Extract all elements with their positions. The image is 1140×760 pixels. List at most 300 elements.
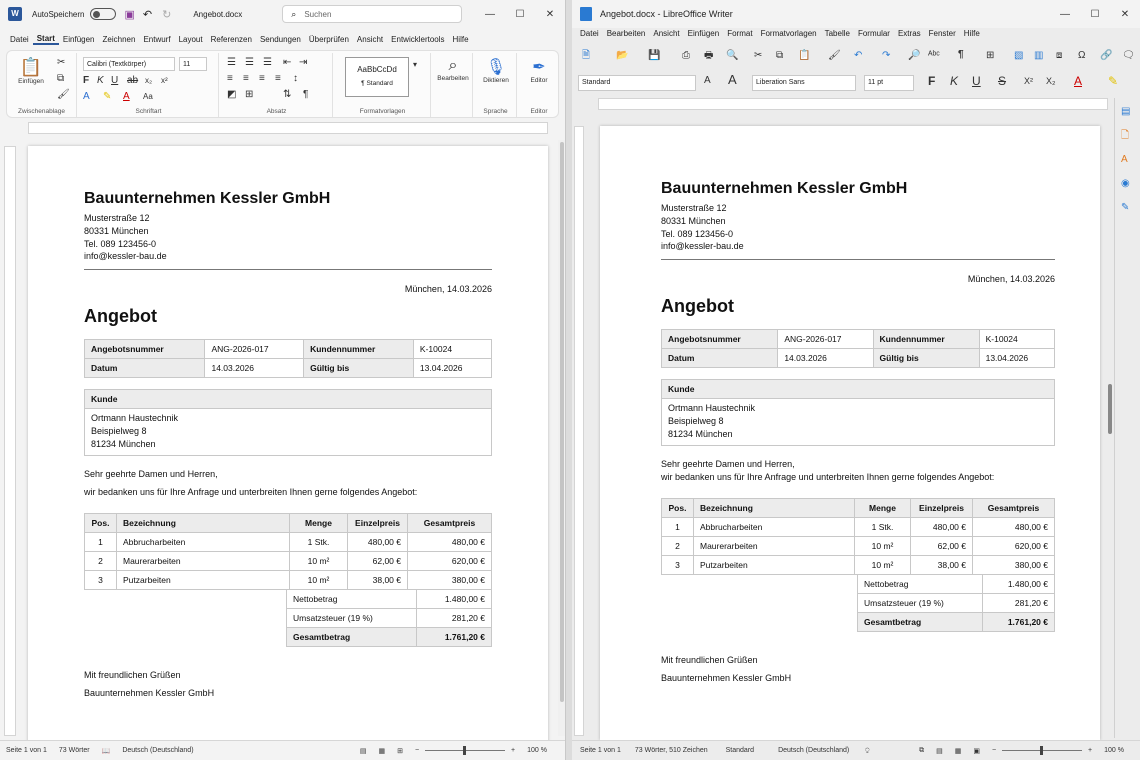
table-cell: Kundennummer xyxy=(873,330,979,349)
show-formatting-icon[interactable]: ¶ xyxy=(303,89,309,100)
font-group xyxy=(79,53,219,117)
lo-vertical-ruler[interactable] xyxy=(574,126,584,736)
search-icon: ⌕ xyxy=(291,8,297,19)
writer-app-icon xyxy=(580,7,592,21)
editor-pen-icon: ✒ xyxy=(532,59,546,76)
update-style-icon[interactable]: A xyxy=(704,75,711,86)
table-cell: Angebotsnummer xyxy=(662,330,778,349)
page-style[interactable]: Standard xyxy=(725,747,755,754)
menu-fenster[interactable]: Fenster xyxy=(928,28,956,38)
table-cell: 10 m² xyxy=(855,556,911,575)
menu-formatvorlagen[interactable]: Formatvorlagen xyxy=(760,28,817,38)
book-view-icon[interactable]: ▣ xyxy=(973,747,980,755)
table-cell: Umsatzsteuer (19 %) xyxy=(287,609,417,628)
menu-bearbeiten[interactable]: Bearbeiten xyxy=(606,28,646,38)
maximize-icon[interactable]: ☐ xyxy=(1090,8,1100,20)
multilevel-list-icon[interactable]: ☰ xyxy=(263,57,272,68)
table-cell: 380,00 € xyxy=(973,556,1055,575)
table-row xyxy=(858,613,1055,632)
table-row xyxy=(662,330,1055,349)
copy-icon[interactable]: ⧉ xyxy=(776,50,784,61)
edit-label: Bearbeiten xyxy=(437,75,469,82)
table-cell: 2 xyxy=(85,552,117,571)
tab-einfuegen[interactable]: Einfügen xyxy=(62,34,95,44)
company-street: Musterstraße 12 xyxy=(84,213,150,223)
page-icon[interactable]: 🗋 xyxy=(1121,130,1130,141)
redo-icon[interactable]: ↷ xyxy=(882,50,891,61)
lo-menubar xyxy=(572,24,1140,42)
lo-document-body[interactable] xyxy=(661,180,1055,685)
highlight-icon[interactable]: ✎ xyxy=(1108,74,1119,88)
document-title: Angebot xyxy=(84,306,157,327)
table-cell: ANG-2026-017 xyxy=(205,340,304,359)
offer-meta-table xyxy=(84,339,492,378)
language[interactable]: Deutsch (Deutschland) xyxy=(778,747,850,754)
redo-icon[interactable]: ↻ xyxy=(162,8,172,21)
table-cell xyxy=(85,409,492,455)
menu-ansicht[interactable]: Ansicht xyxy=(653,28,680,38)
clipboard-group xyxy=(7,53,77,117)
lo-standard-toolbar xyxy=(572,44,1140,70)
menu-format[interactable]: Format xyxy=(727,28,753,38)
company-name: Bauunternehmen Kessler GmbH xyxy=(661,180,908,197)
editor-button[interactable] xyxy=(519,57,559,84)
table-header: Menge xyxy=(290,514,348,533)
menu-hilfe[interactable]: Hilfe xyxy=(963,28,980,38)
table-cell: 620,00 € xyxy=(408,552,492,571)
table-header: Bezeichnung xyxy=(694,499,855,518)
lo-formatting-toolbar xyxy=(572,72,1140,96)
save-icon[interactable]: 💾 xyxy=(648,50,661,61)
table-row xyxy=(85,340,492,359)
clipboard-group-label: Zwischenablage xyxy=(18,108,65,115)
customer-street: Beispielweg 8 xyxy=(668,415,724,426)
menu-formular[interactable]: Formular xyxy=(857,28,890,38)
company-city: 80331 München xyxy=(84,225,149,236)
table-cell: Kunde xyxy=(662,380,1055,399)
export-pdf-icon[interactable]: ⎙ xyxy=(682,50,690,61)
lo-statusbar xyxy=(572,740,1140,760)
customer-street: Beispielweg 8 xyxy=(91,425,147,436)
table-header: Gesamtpreis xyxy=(973,499,1055,518)
table-cell: 10 m² xyxy=(290,552,348,571)
zoom-slider[interactable] xyxy=(1002,750,1082,751)
table-cell: 2 xyxy=(662,537,694,556)
table-row xyxy=(85,409,492,455)
italic-icon[interactable]: K xyxy=(950,74,959,88)
word-window xyxy=(0,0,566,760)
superscript-icon[interactable]: X² xyxy=(1024,76,1033,86)
tab-sendungen[interactable]: Sendungen xyxy=(259,34,301,44)
underline-icon[interactable]: U xyxy=(972,74,981,88)
zoom-out-icon[interactable]: − xyxy=(991,747,997,754)
print-preview-icon[interactable]: 🔍 xyxy=(726,50,739,61)
paragraph-group xyxy=(221,53,333,117)
autosave-label: AutoSpeichern xyxy=(32,9,85,19)
word-window-controls xyxy=(475,0,565,28)
paragraph-group-label: Absatz xyxy=(266,108,287,115)
font-name-field[interactable]: Liberation Sans xyxy=(752,75,856,91)
table-row xyxy=(858,575,1055,594)
font-size-field[interactable]: 11 xyxy=(179,57,207,71)
cut-icon[interactable]: ✂ xyxy=(57,57,66,68)
font-color-icon[interactable]: A xyxy=(1074,74,1083,88)
subscript-icon[interactable]: x₂ xyxy=(145,76,153,85)
table-header: Bezeichnung xyxy=(117,514,290,533)
company-phone: Tel. 089 123456-0 xyxy=(661,228,734,239)
word-app-icon: W xyxy=(8,7,22,21)
table-cell: 1 xyxy=(662,518,694,537)
shading-icon[interactable]: ◩ xyxy=(227,89,237,100)
document-date: München, 14.03.2026 xyxy=(967,274,1055,285)
new-style-icon[interactable]: A xyxy=(728,72,737,87)
style-standard-tile[interactable] xyxy=(345,57,409,97)
font-color-icon[interactable]: A xyxy=(123,91,130,102)
document-title: Angebot xyxy=(661,296,734,317)
insert-textbox-icon[interactable]: ⧈ xyxy=(1056,50,1063,61)
autosave-toggle[interactable] xyxy=(90,8,116,20)
font-group-label: Schriftart xyxy=(135,108,162,115)
paste-label: Einfügen xyxy=(18,78,44,85)
word-count[interactable]: 73 Wörter xyxy=(58,747,90,754)
spelling-icon[interactable]: ᴬᵇᶜ xyxy=(928,50,940,61)
table-cell: Maurerarbeiten xyxy=(117,552,290,571)
tab-entwicklertools[interactable]: Entwicklertools xyxy=(391,34,445,44)
customer-name: Ortmann Haustechnik xyxy=(668,403,756,414)
customer-city: 81234 München xyxy=(91,438,156,449)
word-vertical-scrollbar[interactable] xyxy=(558,140,566,736)
intro-text: wir bedanken uns für Ihre Anfrage und unterbreiten Ihnen gerne folgendes Angebot: xyxy=(84,487,418,498)
word-statusbar xyxy=(0,740,565,760)
styles-group-label: Formatvorlagen xyxy=(359,108,406,115)
table-cell: K-10024 xyxy=(413,340,491,359)
table-cell: Nettobetrag xyxy=(287,590,417,609)
table-cell: 1 xyxy=(85,533,117,552)
decrease-indent-icon[interactable]: ⇤ xyxy=(283,57,292,68)
maximize-icon[interactable]: ☐ xyxy=(515,8,525,20)
table-cell: Gültig bis xyxy=(873,349,979,368)
insert-special-char-icon[interactable]: Ω xyxy=(1078,50,1086,61)
table-header: Pos. xyxy=(662,499,694,518)
table-cell: 281,20 € xyxy=(983,594,1055,613)
highlight-icon[interactable]: ✎ xyxy=(103,91,112,102)
undo-icon[interactable]: ↶ xyxy=(854,50,863,61)
editing-group xyxy=(433,53,473,117)
language[interactable]: Deutsch (Deutschland) xyxy=(122,747,194,754)
page-count[interactable]: Seite 1 von 1 xyxy=(6,747,47,754)
table-cell: 38,00 € xyxy=(348,571,408,590)
microphone-icon: 🎙 xyxy=(485,59,507,76)
cut-icon[interactable]: ✂ xyxy=(754,50,763,61)
word-document-body[interactable] xyxy=(84,190,492,700)
table-cell: K-10024 xyxy=(979,330,1054,349)
table-cell: 10 m² xyxy=(290,571,348,590)
styles-group xyxy=(335,53,431,117)
table-row xyxy=(662,556,1055,575)
editor-label: Editor xyxy=(530,77,548,84)
table-cell: Datum xyxy=(85,359,205,378)
table-cell: Gültig bis xyxy=(304,359,414,378)
tab-ueberpruefen[interactable]: Überprüfen xyxy=(308,34,349,44)
lo-window-title: Angebot.docx - LibreOffice Writer xyxy=(600,9,733,19)
lo-horizontal-ruler[interactable] xyxy=(598,98,1108,110)
tab-hilfe[interactable]: Hilfe xyxy=(452,34,469,44)
table-cell: 281,20 € xyxy=(417,609,492,628)
table-cell: 62,00 € xyxy=(911,537,973,556)
table-cell: 10 m² xyxy=(855,537,911,556)
font-name-field[interactable]: Calibri (Textkörper) xyxy=(83,57,175,71)
style-name: ¶ Standard xyxy=(361,80,393,87)
editor-group-label: Editor xyxy=(530,108,548,115)
insert-table-icon[interactable]: ⊞ xyxy=(986,50,995,61)
company-name: Bauunternehmen Kessler GmbH xyxy=(84,190,331,207)
navigator-icon[interactable]: ✎ xyxy=(1121,202,1130,213)
table-cell: 1 Stk. xyxy=(290,533,348,552)
table-cell: Angebotsnummer xyxy=(85,340,205,359)
web-layout-icon[interactable]: ⊞ xyxy=(397,747,403,755)
minimize-icon[interactable]: — xyxy=(1060,8,1070,20)
close-icon[interactable]: ✕ xyxy=(545,8,555,20)
header-divider xyxy=(661,259,1055,260)
salutation: Sehr geehrte Damen und Herren, xyxy=(84,468,218,479)
table-cell: 14.03.2026 xyxy=(205,359,304,378)
word-search-box[interactable] xyxy=(282,5,462,23)
view-layout-icon[interactable]: ⧉ xyxy=(919,746,925,754)
totals-table xyxy=(857,574,1055,632)
format-painter-icon[interactable]: 🖌 xyxy=(57,89,70,100)
subscript-icon[interactable]: X₂ xyxy=(1046,76,1056,86)
table-header: Einzelpreis xyxy=(911,499,973,518)
dictate-button[interactable] xyxy=(475,57,517,84)
table-row xyxy=(85,571,492,590)
magnifier-icon: ⌕ xyxy=(448,57,458,74)
justify-icon[interactable]: ≡ xyxy=(275,73,281,84)
word-titlebar xyxy=(0,0,565,28)
open-icon[interactable]: 📂 xyxy=(616,50,629,61)
menu-tabelle[interactable]: Tabelle xyxy=(824,28,850,38)
bold-icon[interactable]: F xyxy=(928,74,936,88)
bullet-list-icon[interactable]: ☰ xyxy=(227,57,236,68)
align-center-icon[interactable]: ≡ xyxy=(243,73,249,84)
table-row xyxy=(662,518,1055,537)
intro-text: wir bedanken uns für Ihre Anfrage und unterbreiten Ihnen gerne folgendes Angebot: xyxy=(661,472,995,483)
insert-image-icon[interactable]: ▧ xyxy=(1014,50,1024,61)
styles-icon[interactable]: A xyxy=(1121,154,1128,165)
paragraph-style-field[interactable]: Standard xyxy=(578,75,696,91)
table-cell: Umsatzsteuer (19 %) xyxy=(858,594,983,613)
new-document-icon[interactable]: 🗎 xyxy=(582,50,591,61)
table-header: Gesamtpreis xyxy=(408,514,492,533)
table-cell: 380,00 € xyxy=(408,571,492,590)
zoom-in-icon[interactable]: + xyxy=(511,747,516,754)
table-cell: 1.761,20 € xyxy=(417,628,492,647)
table-cell: Abbrucharbeiten xyxy=(694,518,855,537)
table-cell: 1 Stk. xyxy=(855,518,911,537)
borders-icon[interactable]: ⊞ xyxy=(245,89,254,100)
offer-meta-table xyxy=(661,329,1055,368)
word-vertical-ruler[interactable] xyxy=(4,146,16,736)
zoom-slider[interactable] xyxy=(425,750,505,751)
superscript-icon[interactable]: x² xyxy=(161,76,168,85)
table-row xyxy=(662,380,1055,399)
table-cell: Putzarbeiten xyxy=(694,556,855,575)
customer-city: 81234 München xyxy=(668,428,733,439)
gallery-icon[interactable]: ◉ xyxy=(1121,178,1130,189)
word-page[interactable] xyxy=(28,146,548,746)
menu-extras[interactable]: Extras xyxy=(897,28,921,38)
company-street: Musterstraße 12 xyxy=(661,203,727,213)
company-phone: Tel. 089 123456-0 xyxy=(84,238,157,249)
closing: Mit freundlichen Grüßen xyxy=(84,670,181,681)
menu-datei[interactable]: Datei xyxy=(580,28,599,38)
table-cell: 13.04.2026 xyxy=(979,349,1054,368)
table-row xyxy=(858,594,1055,613)
align-right-icon[interactable]: ≡ xyxy=(259,73,265,84)
formatting-marks-icon[interactable]: ¶ xyxy=(958,49,964,60)
text-effects-icon[interactable]: A xyxy=(83,91,90,102)
undo-icon[interactable]: ↶ xyxy=(142,8,153,21)
align-left-icon[interactable]: ≡ xyxy=(227,73,233,84)
table-cell: 620,00 € xyxy=(973,537,1055,556)
numbered-list-icon[interactable]: ☰ xyxy=(245,57,254,68)
table-header: Einzelpreis xyxy=(348,514,408,533)
table-cell: Nettobetrag xyxy=(858,575,983,594)
tab-entwurf[interactable]: Entwurf xyxy=(143,34,171,44)
table-row xyxy=(85,514,492,533)
libreoffice-window xyxy=(572,0,1140,760)
table-cell: Gesamtbetrag xyxy=(287,628,417,647)
table-cell: 1.480,00 € xyxy=(983,575,1055,594)
word-ribbon xyxy=(6,50,559,118)
bold-icon[interactable]: F xyxy=(83,75,90,86)
minimize-icon[interactable]: — xyxy=(485,8,495,20)
table-row xyxy=(662,537,1055,556)
table-row xyxy=(662,399,1055,445)
table-cell: Maurerarbeiten xyxy=(694,537,855,556)
salutation: Sehr geehrte Damen und Herren, xyxy=(661,458,795,469)
word-char-count[interactable]: 73 Wörter, 510 Zeichen xyxy=(634,747,708,754)
properties-icon[interactable]: ▤ xyxy=(1121,106,1131,117)
table-cell xyxy=(662,399,1055,445)
tab-layout[interactable]: Layout xyxy=(178,34,203,44)
tab-ansicht[interactable]: Ansicht xyxy=(356,34,384,44)
table-cell: 1.761,20 € xyxy=(983,613,1055,632)
menu-einfuegen[interactable]: Einfügen xyxy=(687,28,720,38)
style-sample-text: AaBbCcDd xyxy=(357,65,397,74)
tab-referenzen[interactable]: Referenzen xyxy=(210,34,252,44)
tab-datei[interactable]: Datei xyxy=(10,34,29,44)
save-icon[interactable]: ▣ xyxy=(124,8,135,21)
table-cell: 3 xyxy=(662,556,694,575)
strikethrough-icon[interactable]: S xyxy=(998,74,1007,88)
items-table xyxy=(84,513,492,590)
multi-page-view-icon[interactable]: ▦ xyxy=(954,747,962,755)
zoom-level[interactable]: 100 % xyxy=(527,747,547,754)
insert-hyperlink-icon[interactable]: 🔗 xyxy=(1100,50,1113,61)
single-page-view-icon[interactable]: ▤ xyxy=(936,747,943,755)
proofing-icon[interactable]: 📖 xyxy=(101,747,111,755)
print-layout-icon[interactable]: ▦ xyxy=(378,747,386,755)
table-cell: Gesamtbetrag xyxy=(858,613,983,632)
table-cell: 480,00 € xyxy=(911,518,973,537)
table-cell: 3 xyxy=(85,571,117,590)
table-row xyxy=(85,552,492,571)
items-table xyxy=(661,498,1055,575)
lo-sidebar xyxy=(1114,98,1140,738)
paste-button[interactable] xyxy=(11,57,51,85)
zoom-out-icon[interactable]: − xyxy=(414,747,420,754)
table-row xyxy=(287,590,492,609)
styles-more-icon[interactable]: ▾ xyxy=(413,60,418,69)
company-email: info@kessler-bau.de xyxy=(661,241,744,252)
close-icon[interactable]: ✕ xyxy=(1120,8,1130,20)
table-cell: 62,00 € xyxy=(348,552,408,571)
table-cell: 480,00 € xyxy=(348,533,408,552)
sort-icon[interactable]: ⇅ xyxy=(283,89,292,100)
table-cell: Kunde xyxy=(85,390,492,409)
tab-start[interactable]: Start xyxy=(33,34,59,45)
company-city: 80331 München xyxy=(661,215,726,226)
closing: Mit freundlichen Grüßen xyxy=(661,655,758,666)
signature-status-icon: ⍜ xyxy=(865,746,870,754)
tab-zeichnen[interactable]: Zeichnen xyxy=(102,34,136,44)
table-row xyxy=(85,390,492,409)
font-grow-icon[interactable]: Aa xyxy=(143,92,153,101)
italic-icon[interactable]: K xyxy=(97,75,104,86)
table-row xyxy=(662,499,1055,518)
table-header: Menge xyxy=(855,499,911,518)
insert-comment-icon[interactable]: 🗨 xyxy=(1122,50,1135,61)
read-mode-icon[interactable]: ▤ xyxy=(359,747,367,755)
paste-icon[interactable]: 📋 xyxy=(798,50,811,61)
line-spacing-icon[interactable]: ↕ xyxy=(293,73,298,84)
copy-icon[interactable]: ⧉ xyxy=(57,73,65,84)
lo-page[interactable] xyxy=(600,126,1100,740)
word-horizontal-ruler[interactable] xyxy=(28,122,548,134)
speech-group xyxy=(475,53,517,117)
zoom-level[interactable]: 100 % xyxy=(1104,747,1124,754)
strikethrough-icon[interactable]: ab xyxy=(127,75,139,86)
page-count[interactable]: Seite 1 von 1 xyxy=(580,747,621,754)
edit-button[interactable] xyxy=(433,57,473,82)
zoom-in-icon[interactable]: + xyxy=(1088,747,1093,754)
table-row xyxy=(287,609,492,628)
table-cell: Abbrucharbeiten xyxy=(117,533,290,552)
find-replace-icon[interactable]: 🔎 xyxy=(908,50,921,61)
totals-table xyxy=(286,589,492,647)
editor-group xyxy=(519,53,559,117)
font-size-field[interactable]: 11 pt xyxy=(864,75,914,91)
table-cell: Putzarbeiten xyxy=(117,571,290,590)
table-row xyxy=(85,533,492,552)
company-email: info@kessler-bau.de xyxy=(84,251,167,262)
header-divider xyxy=(84,269,492,270)
document-date: München, 14.03.2026 xyxy=(404,284,492,295)
word-ribbon-tabs xyxy=(0,30,565,48)
table-row xyxy=(287,628,492,647)
clone-formatting-icon[interactable]: 🖌 xyxy=(828,50,841,61)
table-cell: 38,00 € xyxy=(911,556,973,575)
table-cell: 14.03.2026 xyxy=(778,349,873,368)
table-cell: Datum xyxy=(662,349,778,368)
table-cell: 480,00 € xyxy=(973,518,1055,537)
clipboard-icon: 📋 xyxy=(19,57,43,77)
print-icon[interactable]: 🖶 xyxy=(704,50,714,61)
increase-indent-icon[interactable]: ⇥ xyxy=(299,57,308,68)
table-row xyxy=(85,359,492,378)
insert-chart-icon[interactable]: ▥ xyxy=(1034,50,1044,61)
underline-icon[interactable]: U xyxy=(111,75,119,86)
